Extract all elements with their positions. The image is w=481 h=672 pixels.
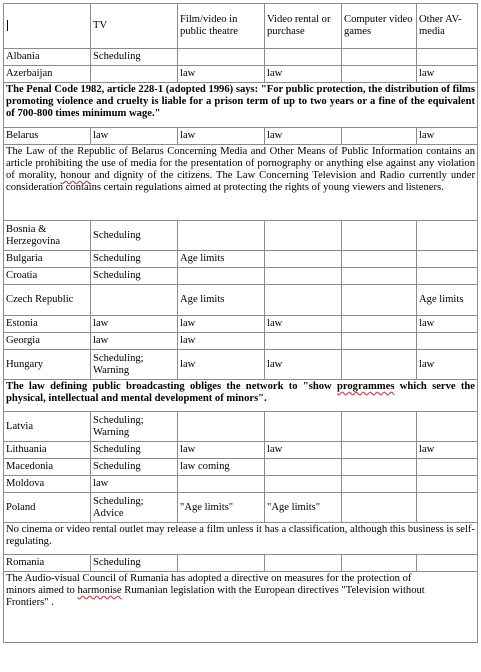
table-cell: law (265, 128, 342, 145)
table-cell: law (417, 442, 478, 459)
table-cell: law (178, 316, 265, 333)
country-cell: Belarus (4, 128, 91, 145)
table-cell (178, 268, 265, 285)
table-cell: law coming (178, 459, 265, 476)
note-row-romania (4, 572, 478, 643)
note-row-hungary (4, 380, 478, 412)
country-cell: Georgia (4, 333, 91, 350)
table-cell: Scheduling; Warning (91, 350, 178, 380)
note-row-poland (4, 523, 478, 555)
table-cell: law (265, 442, 342, 459)
table-cell (342, 459, 417, 476)
table-row-latvia (4, 412, 478, 442)
table-cell (265, 49, 342, 66)
table-cell (342, 49, 417, 66)
country-cell: Hungary (4, 350, 91, 380)
table-cell (342, 128, 417, 145)
table-row-georgia (4, 333, 478, 350)
country-cell: Lithuania (4, 442, 91, 459)
table-cell (265, 459, 342, 476)
table-cell (265, 285, 342, 316)
table-cell (342, 268, 417, 285)
country-cell: Bosnia & Herzegovina (4, 221, 91, 251)
table-cell: law (417, 66, 478, 83)
header-games: Computer video games (342, 4, 417, 49)
table-cell: law (178, 333, 265, 350)
table-cell (178, 555, 265, 572)
regulation-table (3, 3, 478, 643)
table-cell (342, 493, 417, 523)
table-cell: Scheduling (91, 49, 178, 66)
country-cell: Romania (4, 555, 91, 572)
table-cell: Scheduling (91, 268, 178, 285)
note-hungary: The law defining public broadcasting obliges the network to "show programmes which serve the physical, intellectual and mental development of minors". (4, 380, 478, 412)
table-cell: law (265, 350, 342, 380)
table-cell: Scheduling (91, 459, 178, 476)
table-row-lithuania (4, 442, 478, 459)
table-cell: "Age limits" (265, 493, 342, 523)
table-cell (417, 493, 478, 523)
table-cell (417, 268, 478, 285)
table-cell (342, 555, 417, 572)
country-cell: Macedonia (4, 459, 91, 476)
table-cell: Age limits (417, 285, 478, 316)
table-cell: Scheduling; Warning (91, 412, 178, 442)
table-cell (178, 49, 265, 66)
table-cell (265, 221, 342, 251)
note-row-belarus (4, 145, 478, 221)
table-row-croatia (4, 268, 478, 285)
table-row-czech (4, 285, 478, 316)
table-cell (265, 268, 342, 285)
note-poland: No cinema or video rental outlet may release a film unless it has a classification, although this business is self-regulating. (4, 523, 478, 555)
table-row-albania (4, 49, 478, 66)
table-cell (178, 221, 265, 251)
table-cell (178, 412, 265, 442)
table-cell: law (417, 316, 478, 333)
table-cell (342, 442, 417, 459)
table-cell (342, 476, 417, 493)
country-cell: Poland (4, 493, 91, 523)
table-cell (265, 412, 342, 442)
table-cell (417, 221, 478, 251)
spelling-flagged-word: honour (60, 170, 91, 181)
table-row-poland (4, 493, 478, 523)
table-row-macedonia (4, 459, 478, 476)
table-cell (342, 316, 417, 333)
table-cell: law (417, 128, 478, 145)
table-cell (417, 555, 478, 572)
note-belarus: The Law of the Republic of Belarus Concerning Media and Other Means of Public Information contains an article prohibiting the use of media for the presentation of pornography or anything else against any violation of morality, honour and dignity of the citizens. The Law Concerning Television and Radio currently under consideration contains certain regulations aimed at protecting the rights of young viewers and listeners. (4, 145, 478, 221)
country-cell: Albania (4, 49, 91, 66)
header-country-cell[interactable] (4, 4, 91, 49)
table-cell (265, 555, 342, 572)
spelling-flagged-word: programmes (336, 381, 395, 392)
table-cell: law (91, 128, 178, 145)
table-cell: Scheduling; Advice (91, 493, 178, 523)
country-cell: Azerbaijan (4, 66, 91, 83)
country-cell: Croatia (4, 268, 91, 285)
table-cell: law (178, 66, 265, 83)
spelling-flagged-word: harmonise (77, 585, 122, 596)
table-cell (342, 66, 417, 83)
table-cell (417, 49, 478, 66)
header-row (4, 4, 478, 49)
table-cell (265, 251, 342, 268)
country-cell: Czech Republic (4, 285, 91, 316)
table-cell: law (265, 316, 342, 333)
note-row-azerbaijan (4, 83, 478, 128)
table-cell (342, 333, 417, 350)
table-cell (342, 412, 417, 442)
country-cell: Moldova (4, 476, 91, 493)
table-cell: Scheduling (91, 221, 178, 251)
table-cell: law (91, 476, 178, 493)
table-cell (342, 221, 417, 251)
table-cell (265, 476, 342, 493)
country-cell: Latvia (4, 412, 91, 442)
table-cell (178, 476, 265, 493)
table-cell (417, 251, 478, 268)
note-azerbaijan: The Penal Code 1982, article 228-1 (adopted 1996) says: "For public protection, the distribution of films promoting violence and cruelty is liable for a prison term of up to two years or a fine of the equivalent of 700-800 times minimum wage." (4, 83, 478, 128)
table-cell: law (417, 350, 478, 380)
table-row-azerbaijan (4, 66, 478, 83)
table-cell (91, 66, 178, 83)
text-cursor (7, 20, 8, 31)
table-row-moldova (4, 476, 478, 493)
table-cell (417, 476, 478, 493)
table-row-estonia (4, 316, 478, 333)
table-cell: Scheduling (91, 251, 178, 268)
header-video-rental: Video rental or purchase (265, 4, 342, 49)
table-cell: law (91, 333, 178, 350)
table-cell: law (91, 316, 178, 333)
table-cell: Age limits (178, 285, 265, 316)
table-cell: Scheduling (91, 555, 178, 572)
table-row-belarus (4, 128, 478, 145)
country-cell: Bulgaria (4, 251, 91, 268)
header-tv: TV (91, 4, 178, 49)
table-cell: law (178, 442, 265, 459)
table-cell (417, 333, 478, 350)
country-cell: Estonia (4, 316, 91, 333)
table-cell: "Age limits" (178, 493, 265, 523)
table-cell (265, 333, 342, 350)
table-cell: law (178, 128, 265, 145)
table-cell (91, 285, 178, 316)
table-cell (417, 459, 478, 476)
header-other-av: Other AV-media (417, 4, 478, 49)
table-row-bosnia (4, 221, 478, 251)
table-cell (342, 251, 417, 268)
note-romania: The Audio-visual Council of Rumania has adopted a directive on measures for the protection of minors aimed to harmonise Rumanian legislation with the European directives "Television without Frontiers" . (4, 572, 478, 643)
table-cell (342, 350, 417, 380)
table-cell (342, 285, 417, 316)
table-cell (417, 412, 478, 442)
table-cell: law (265, 66, 342, 83)
table-cell: Age limits (178, 251, 265, 268)
table-cell: Scheduling (91, 442, 178, 459)
header-film: Film/video in public theatre (178, 4, 265, 49)
table-cell: law (178, 350, 265, 380)
table-row-romania (4, 555, 478, 572)
table-row-hungary (4, 350, 478, 380)
table-row-bulgaria (4, 251, 478, 268)
